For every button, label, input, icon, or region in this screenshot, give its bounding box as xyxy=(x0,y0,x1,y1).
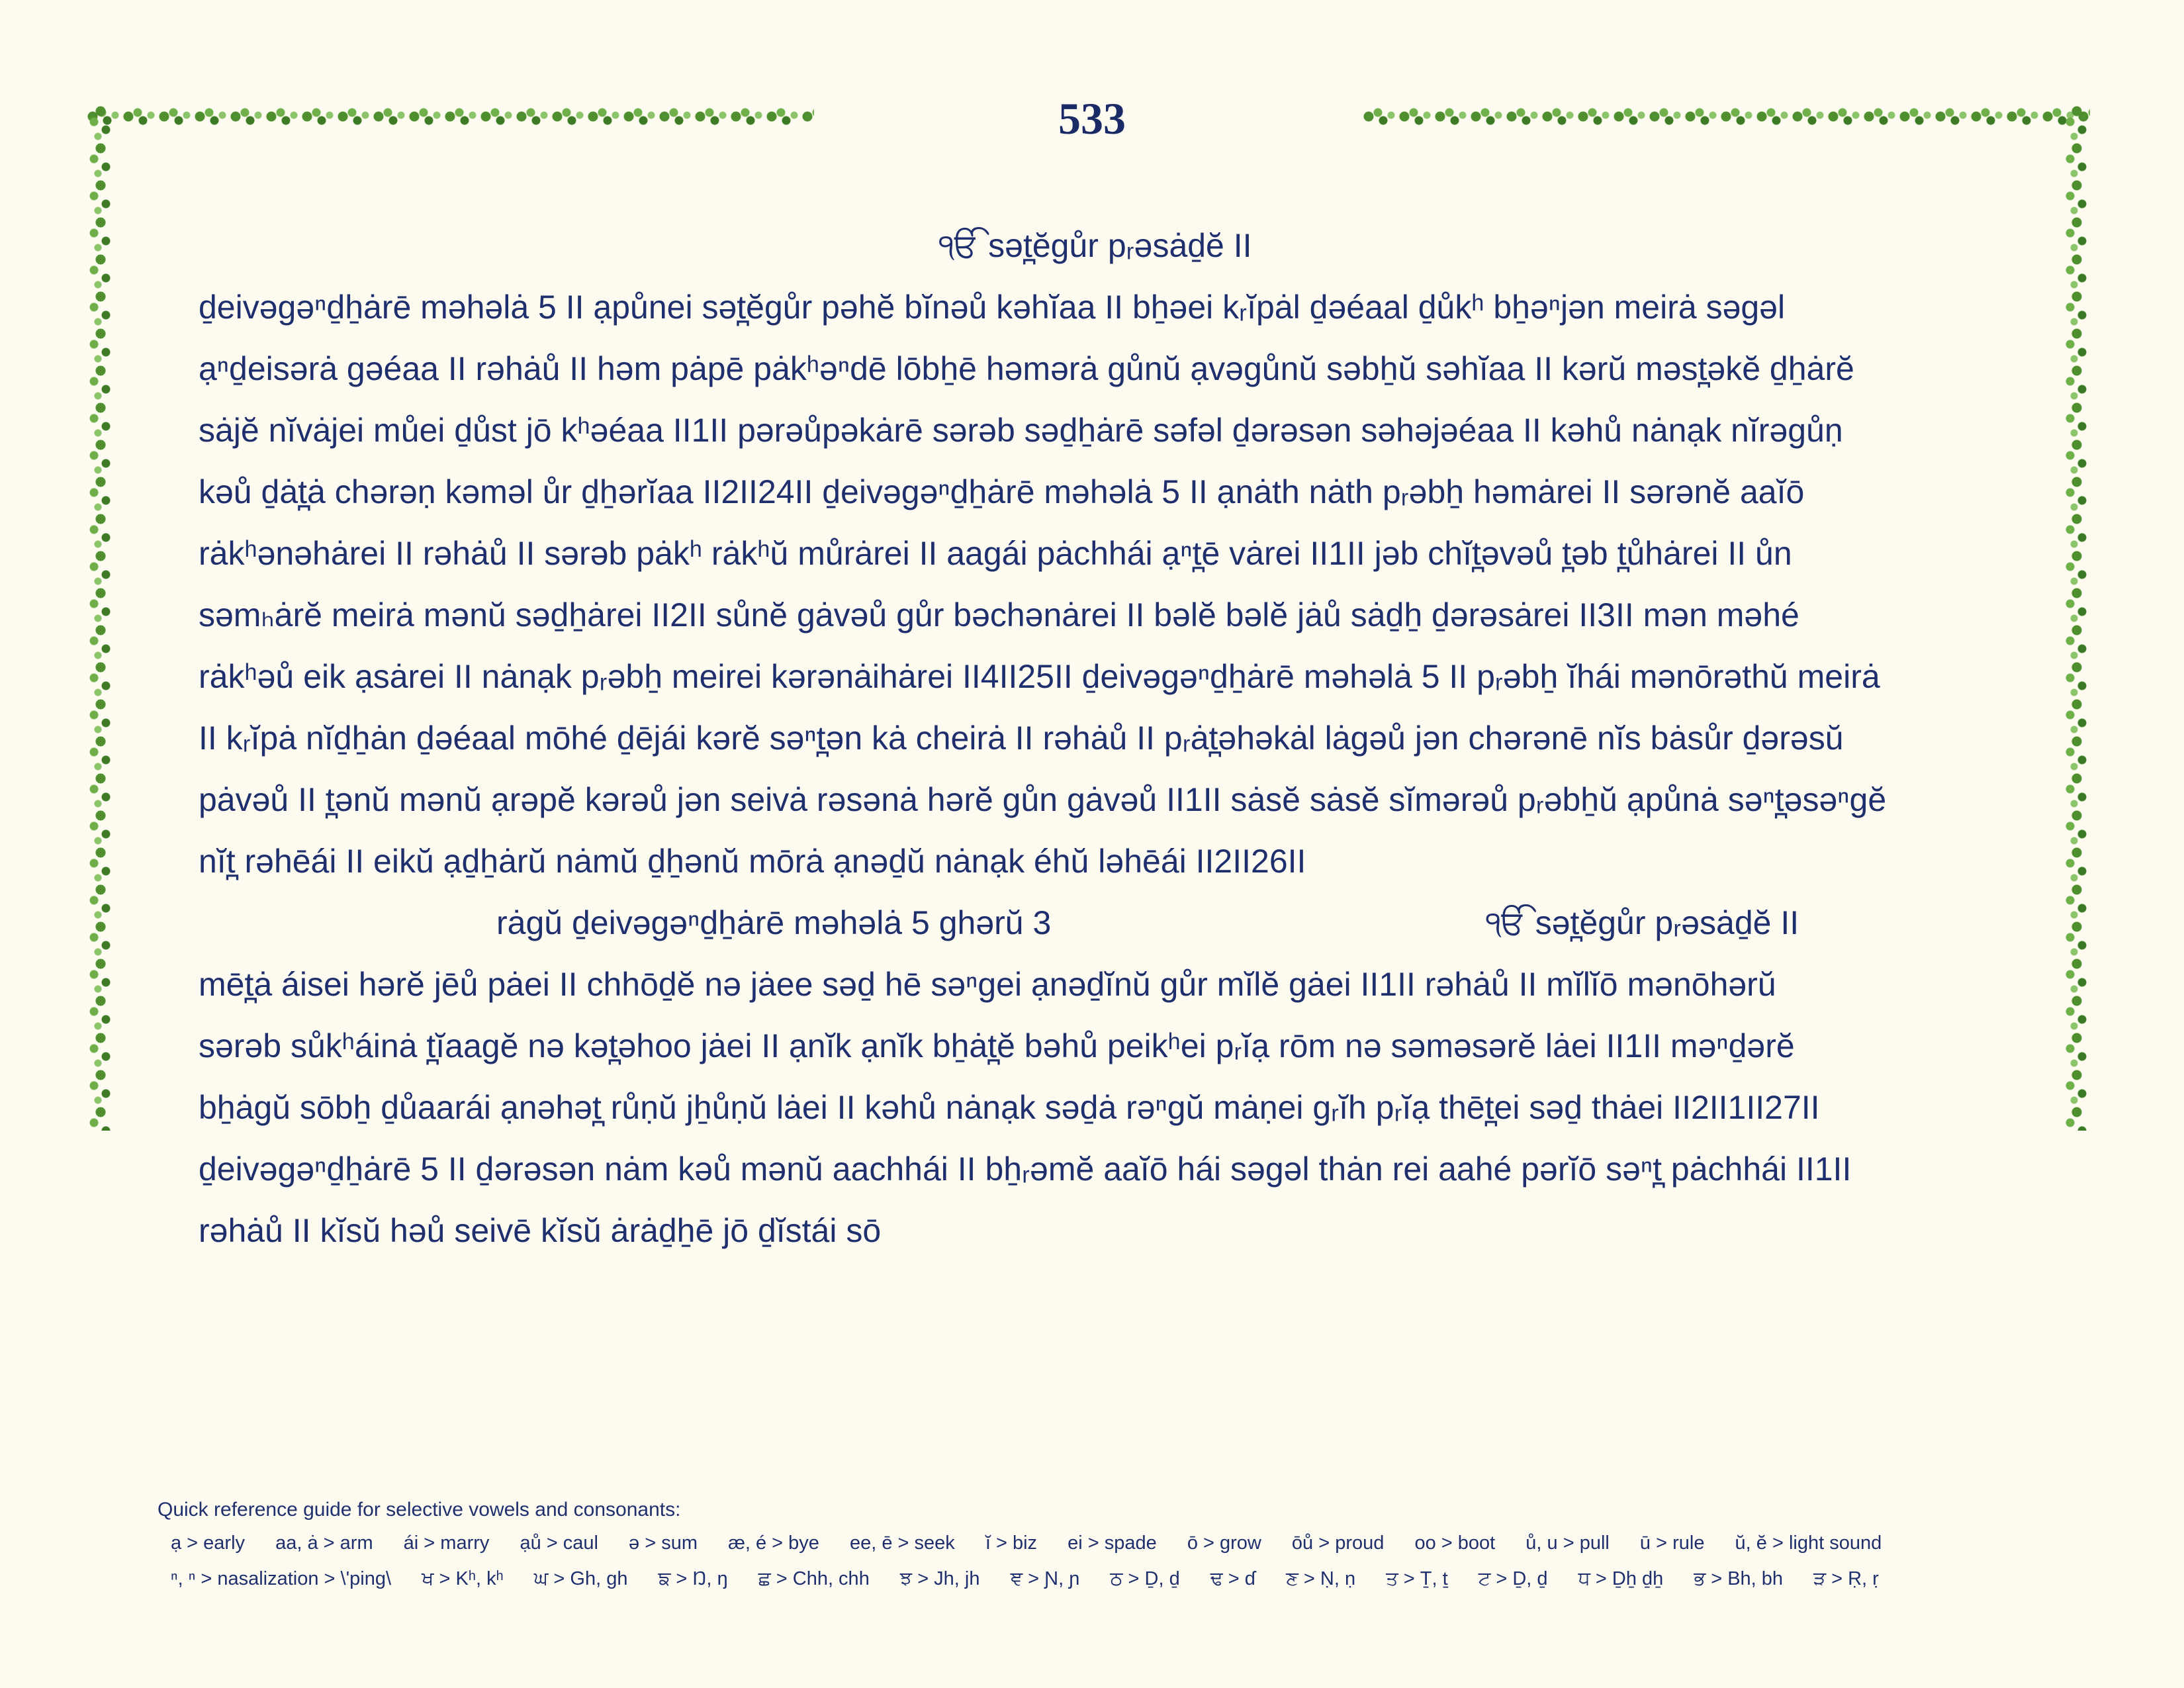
legend-item: ਢ > ɗ xyxy=(1210,1568,1255,1589)
legend-item: ਞ > Ɲ, ɲ xyxy=(1010,1568,1080,1589)
invocation-heading: ੴ sət̪ĕgůr pᵣəsȧḏĕ II xyxy=(938,227,1252,264)
text-line: II kᵣĭpȧ nĭḏẖȧn ḏəéaal mōhé ḏējái kərĕ səⁿt̪ən kȧ cheirȧ II rəhȧů II pᵣȧt̪əhəkȧl lȧgəů jən chərənē nĭs bȧsůr ḏərəsŭ xyxy=(199,720,1844,757)
legend-item: æ, é > bye xyxy=(728,1532,819,1554)
text-line: pȧvəů II t̪ənŭ mənŭ ạrəpĕ kərəů jən seivȧ rəsənȧ hərĕ gůn gȧvəů II1II sȧsĕ sȧsĕ sĭmərəů pᵣəbẖŭ ạpůnȧ səⁿt̪əsəⁿgĕ xyxy=(199,781,1887,818)
text-line: rəhȧů II kĭsŭ həů seivē kĭsŭ ȧrȧḏẖē jō ḏĭstái sō xyxy=(199,1212,882,1249)
legend-item: ਣ > Ṇ, ṇ xyxy=(1285,1568,1356,1589)
legend-item: ạ > early xyxy=(171,1532,246,1554)
legend-item: ਝ > Jh, jh xyxy=(899,1568,980,1589)
legend-item: ਘ > Gh, gh xyxy=(533,1568,628,1589)
left-vine xyxy=(87,105,114,1131)
legend-title: Quick reference guide for selective vowels and consonants: xyxy=(158,1499,681,1521)
legend-item: ōů > proud xyxy=(1291,1532,1385,1554)
text-line: ḏeivəgəⁿḏẖȧrē 5 II ḏərəsən nȧm kəů mənŭ aachhái II bẖᵣəmĕ aaĭō hái səgəl thȧn rei aahé pərĭō səⁿt̪ pȧchhái II1II xyxy=(199,1150,1852,1188)
legend-item: ə > sum xyxy=(629,1532,698,1554)
legend-item: ái > marry xyxy=(403,1532,490,1554)
invocation-heading-2: ੴ sət̪ĕgůr pᵣəsȧḏĕ II xyxy=(1486,904,1799,941)
text-line: bẖȧgŭ sōbẖ ḏůaarái ạnəhət̪ růṇŭ jẖůṇŭ lȧei II kəhů nȧnạk səḏȧ rəⁿgŭ mȧṇei gᵣĭh pᵣĭạ thēt̪ei səḏ thȧei II2II1II27II xyxy=(199,1089,1820,1126)
legend-item: ū > rule xyxy=(1639,1532,1705,1554)
text-line: ḏeivəgəⁿḏẖȧrē məhəlȧ 5 II ạpůnei sət̪ĕgůr pəhĕ bĭnəů kəhĭaa II bẖəei kᵣĭpȧl ḏəéaal ḏůkʰ bẖəⁿjən meirȧ səgəl xyxy=(199,289,1786,326)
legend-item: ů, u > pull xyxy=(1525,1532,1610,1554)
legend-vowels-row xyxy=(158,1525,2011,1561)
scripture-text xyxy=(199,215,1992,1262)
text-line: mēt̪ȧ áisei hərĕ jēů pȧei II chhōḏĕ nə jȧee səḏ hē səⁿgei ạnəḏĭnŭ gůr mĭlĕ gȧei II1II rəhȧů II mĭlĭō mənōhərŭ xyxy=(199,966,1776,1003)
legend-item: ਤ > Ṯ, ṯ xyxy=(1386,1568,1448,1589)
legend-item: ਟ > Ḏ, ḏ xyxy=(1478,1568,1548,1589)
legend-item: aa, ȧ > arm xyxy=(275,1532,373,1554)
text-line: sȧjĕ nĭvȧjei můei ḏůst jō kʰəéaa II1II pərəůpəkȧrē sərəb səḏẖȧrē səfəl ḏərəsən səhəjəéaa II kəhů nȧnạk nĭrəgůṇ xyxy=(199,412,1843,449)
legend-item: ਭ > Bh, bh xyxy=(1694,1568,1784,1589)
text-line: səmₕȧrĕ meirȧ mənŭ səḏẖȧrei II2II sůnĕ gȧvəů gůr bəchənȧrei II bəlĕ bəlĕ jȧů sȧḏẖ ḏərəsȧrei II3II mən məhé xyxy=(199,596,1799,633)
text-line: sərəb sůkʰáinȧ t̪ĭaagĕ nə kət̪əhoo jȧei II ạnĭk ạnĭk bẖȧt̪ĕ bəhů peikʰei pᵣĭạ rōm nə səməsərĕ lȧei II1II məⁿḏərĕ xyxy=(199,1027,1795,1064)
legend-item: ਖ > Kʰ, kʰ xyxy=(422,1568,504,1589)
legend-item: ੜ > Ṛ, ṛ xyxy=(1813,1568,1879,1589)
legend-item: ਙ > Ŋ, ŋ xyxy=(658,1568,728,1589)
legend-item: ਧ > Ḏẖ ḏẖ xyxy=(1578,1568,1664,1589)
legend-consonants-row xyxy=(158,1561,2011,1597)
legend-item: ਠ > Ḏ, ḏ xyxy=(1110,1568,1180,1589)
pronunciation-legend xyxy=(158,1495,2011,1597)
text-line: rȧkʰəů eik ạsȧrei II nȧnạk pᵣəbẖ meirei kərənȧihȧrei II4II25II ḏeivəgəⁿḏẖȧrē məhəlȧ 5 II pᵣəbẖ ĭhái mənōrəthŭ meirȧ xyxy=(199,658,1880,695)
text-line: ạⁿḏeisərȧ gəéaa II rəhȧů II həm pȧpē pȧkʰəⁿdē lōbẖē həmərȧ gůnŭ ạvəgůnŭ səbẖŭ səhĭaa II kərŭ məst̪əkĕ ḏẖȧrĕ xyxy=(199,350,1854,387)
legend-item: ei > spade xyxy=(1068,1532,1157,1554)
legend-item: ee, ē > seek xyxy=(849,1532,955,1554)
legend-item: ō > grow xyxy=(1187,1532,1261,1554)
text-line: rȧkʰənəhȧrei II rəhȧů II sərəb pȧkʰ rȧkʰŭ můrȧrei II aagái pȧchhái ạⁿt̪ē vȧrei II1II jəb chĭt̪əvəů t̪əb t̪ůhȧrei II ůn xyxy=(199,535,1792,572)
legend-item: ạů > caul xyxy=(520,1532,598,1554)
right-vine xyxy=(2064,105,2090,1131)
raag-heading-line xyxy=(199,892,1992,954)
raag-heading: rȧgŭ ḏeivəgəⁿḏẖȧrē məhəlȧ 5 ghərŭ 3 xyxy=(496,904,1052,941)
legend-item: oo > boot xyxy=(1414,1532,1496,1554)
legend-item: ŭ, ĕ > light sound xyxy=(1735,1532,1882,1554)
page-number: 533 xyxy=(1058,93,1126,144)
legend-item: ਛ > Chh, chh xyxy=(758,1568,870,1589)
text-line: nĭt̪ rəhēái II eikŭ ạḏẖȧrŭ nȧmŭ ḏẖənŭ mōrȧ ạnəḏŭ nȧnạk éhŭ ləhēái II2II26II xyxy=(199,843,1306,880)
legend-item: ĭ > biz xyxy=(985,1532,1038,1554)
text-line: kəů ḏȧt̪ȧ chərəṇ kəməl ůr ḏẖərĭaa II2II24II ḏeivəgəⁿḏẖȧrē məhəlȧ 5 II ạnȧth nȧth pᵣəbẖ həmȧrei II sərənĕ aaĭō xyxy=(199,473,1805,510)
legend-item: ⁿ, ⁿ > nasalization > \'ping\ xyxy=(171,1568,392,1589)
